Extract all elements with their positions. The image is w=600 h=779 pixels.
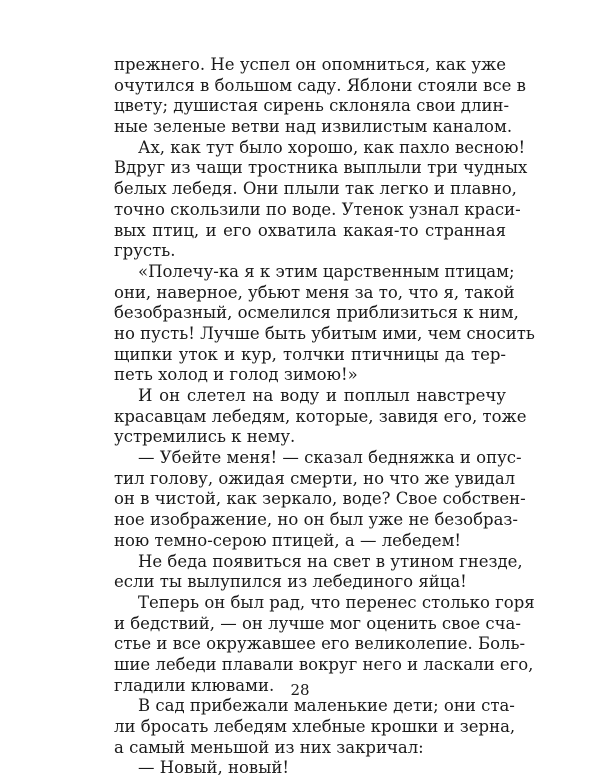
text-line-9: вых птиц, и его охватила какая-то странная (114, 220, 506, 240)
text-line-11: «Полечу-ка я к этим царственным птицам; (138, 261, 515, 281)
text-line-12: они, наверное, убьют меня за то, что я, такой (114, 282, 515, 302)
text-line-18: красавцам лебедям, которые, завидя его, тоже (114, 406, 527, 426)
text-line-23: ное изображение, но он был уже не безобраз- (114, 510, 518, 530)
text-line-7: белых лебедя. Они плыли так легко и плавно, (114, 179, 517, 199)
text-line-21: тил голову, ожидая смерти, но что же увидал (114, 468, 516, 488)
text-line-27: Теперь он был рад, что перенес столько горя (138, 592, 535, 612)
text-line-4: ные зеленые ветви над извилистым каналом. (114, 117, 513, 137)
text-line-3: цвету; душистая сирень склоняла свои длин- (114, 96, 510, 116)
text-line-33: ли бросать лебедям хлебные крошки и зерна, (114, 717, 516, 736)
text-line-8: точно скользили по воде. Утенок узнал краси- (114, 199, 521, 219)
text-line-16: петь холод и голод зимою!» (114, 365, 358, 385)
text-line-2: очутился в большом саду. Яблони стояли все в (114, 75, 526, 95)
text-line-29: стье и все окружавшее его великолепие. Боль- (114, 634, 526, 654)
text-line-35: — Новый, новый! (138, 758, 289, 778)
text-line-5: Ах, как тут было хорошо, как пахло весною! (138, 137, 526, 157)
text-line-25: Не беда появиться на свет в утином гнезде, (138, 551, 523, 571)
text-line-17: И он слетел на воду и поплыл навстречу (138, 386, 506, 405)
text-line-14: но пусть! Лучше быть убитым ими, чем сносить (114, 323, 535, 343)
text-line-28: и бедствий, — он лучше мог оценить свое сча- (114, 613, 521, 633)
text-line-6: Вдруг из чащи тростника выплыли три чудных (114, 158, 528, 178)
text-line-32: В сад прибежали маленькие дети; они ста- (138, 696, 515, 716)
text-line-13: безобразный, осмелился приблизиться к ним, (114, 303, 519, 323)
text-line-1: прежнего. Не успел он опомниться, как уже (114, 55, 506, 74)
text-line-31: гладили клювами. (114, 675, 275, 695)
text-line-22: он в чистой, как зеркало, воде? Свое собствен- (114, 489, 526, 509)
page-number: 28 (290, 681, 310, 699)
body-text (114, 55, 535, 779)
text-line-15: щипки уток и кур, толчки птичницы да тер- (114, 344, 506, 364)
text-line-24: ною темно-серою птицей, а — лебедем! (114, 530, 462, 550)
text-line-30: шие лебеди плавали вокруг него и ласкали его, (114, 654, 534, 674)
text-line-10: грусть. (114, 241, 176, 261)
text-line-19: устремились к нему. (114, 427, 296, 447)
text-line-20: — Убейте меня! — сказал бедняжка и опус- (138, 448, 522, 468)
text-line-34: а самый меньшой из них закричал: (114, 737, 424, 757)
text-line-26: если ты вылупился из лебединого яйца! (114, 572, 467, 592)
